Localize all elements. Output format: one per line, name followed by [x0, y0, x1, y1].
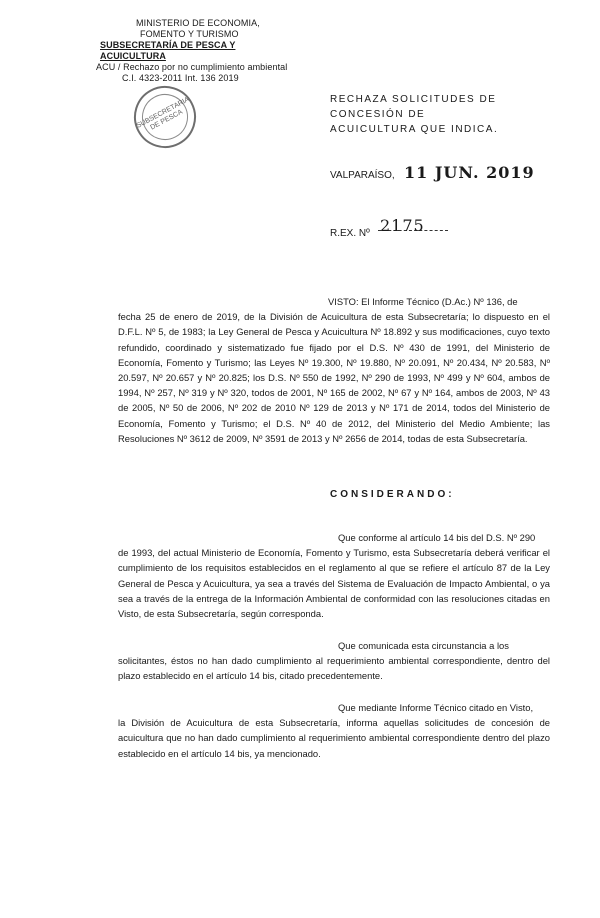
- p3-first-line: Que mediante Informe Técnico citado en Visto,: [338, 702, 534, 713]
- reference-line-1: ACU / Rechazo por no cumplimiento ambiental: [96, 62, 288, 72]
- title-line-1: RECHAZA SOLICITUDES DE CONCESIÓN DE: [330, 94, 497, 120]
- visto-body: fecha 25 de enero de 2019, de la División de Acuicultura de esta Subsecretaría; lo dispuesto en el D.F.L. Nº 5, de 1983; la Ley General de Pesca y Acuicultura Nº 18.892 y sus modificaciones, cuyo texto refundido, coordinado y sistematizado fue fijado por el D.S. Nº 430 de 1991, del Ministerio de Economía, Fomento y Turismo; las Leyes Nº 19.300, Nº 19.880, Nº 20.091, Nº 20.434, Nº 20.583, Nº 20.597, Nº 20.657 y Nº 20.825; los D.S. Nº 550 de 1992, Nº 290 de 1993, Nº 499 y Nº 604, ambos de 1994, Nº 257, Nº 319 y Nº 320, todos de 2001, Nº 165 de 2002, Nº 67 y Nº 164, ambos de 2003, Nº 43 de 2005, Nº 50 de 2006, Nº 202 de 2010 Nº 129 de 2013 y Nº 171 de 2014, todos del Ministerio de Economía, Fomento y Turismo; el D.S. Nº 40 de 2012, del Ministerio del Medio Ambiente; las Resoluciones Nº 3612 de 2009, Nº 3591 de 2013 y Nº 2656 de 2014, todas de esta Subsecretaría.: [118, 311, 550, 444]
- p1-body: de 1993, del actual Ministerio de Economía, Fomento y Turismo, esta Subsecretaría deberá verificar el cumplimiento de los requisitos establecidos en el reglamento al que se refiere el artículo 87 de la Ley General de Pesca y Acuicultura, ya sea a través del Sistema de Evaluación de Impacto Ambiental, o ya sea a través de la entrega de la Información Ambiental de conformidad con las resoluciones citadas en Visto, de esta Subsecretaría, según corresponda.: [118, 547, 550, 620]
- p1-first-line: Que conforme al artículo 14 bis del D.S. Nº 290: [338, 532, 536, 543]
- considerando-paragraph-1: [118, 530, 550, 621]
- place-label: VALPARAÍSO,: [330, 170, 395, 181]
- considerando-paragraph-2: [118, 638, 550, 684]
- p2-body: solicitantes, éstos no han dado cumplimiento al requerimiento ambiental correspondiente, dentro del plazo establecido en el artículo 14 bis, citado precedentemente.: [118, 655, 550, 682]
- p2-first-line: Que comunicada esta circunstancia a los: [338, 640, 509, 651]
- seal-inner-ring: [134, 86, 196, 148]
- resolution-date: 11 JUN. 2019: [404, 163, 535, 182]
- ministry-line-2: FOMENTO Y TURISMO: [140, 29, 239, 39]
- considerando-heading: CONSIDERANDO:: [330, 489, 455, 500]
- resolution-label: R.EX. Nº: [330, 228, 370, 239]
- considerando-paragraph-3: [118, 700, 550, 761]
- reference-line-2: C.I. 4323-2011 Int. 136 2019: [122, 73, 239, 83]
- resolution-number: 2175: [380, 216, 425, 235]
- ministry-line-1: MINISTERIO DE ECONOMIA,: [136, 18, 260, 28]
- resolution-title: [330, 92, 550, 137]
- visto-paragraph: [118, 294, 550, 446]
- seal-text: SUBSECRETARIA DE PESCA: [135, 96, 191, 132]
- subsecretaria-name: SUBSECRETARÍA DE PESCA Y ACUICULTURA: [100, 40, 236, 61]
- p3-body: la División de Acuicultura de esta Subsecretaría, informa aquellas solicitudes de concesión de acuicultura que no han dado cumplimiento al requerimiento ambiental correspondiente dentro del plazo establecido en el artículo 14 bis, ya mencionado.: [118, 717, 550, 759]
- title-line-2: ACUICULTURA QUE INDICA.: [330, 124, 499, 135]
- letterhead: [96, 18, 296, 84]
- visto-first-line: VISTO: El Informe Técnico (D.Ac.) Nº 136, de: [328, 296, 518, 307]
- official-seal-stamp: [123, 75, 207, 159]
